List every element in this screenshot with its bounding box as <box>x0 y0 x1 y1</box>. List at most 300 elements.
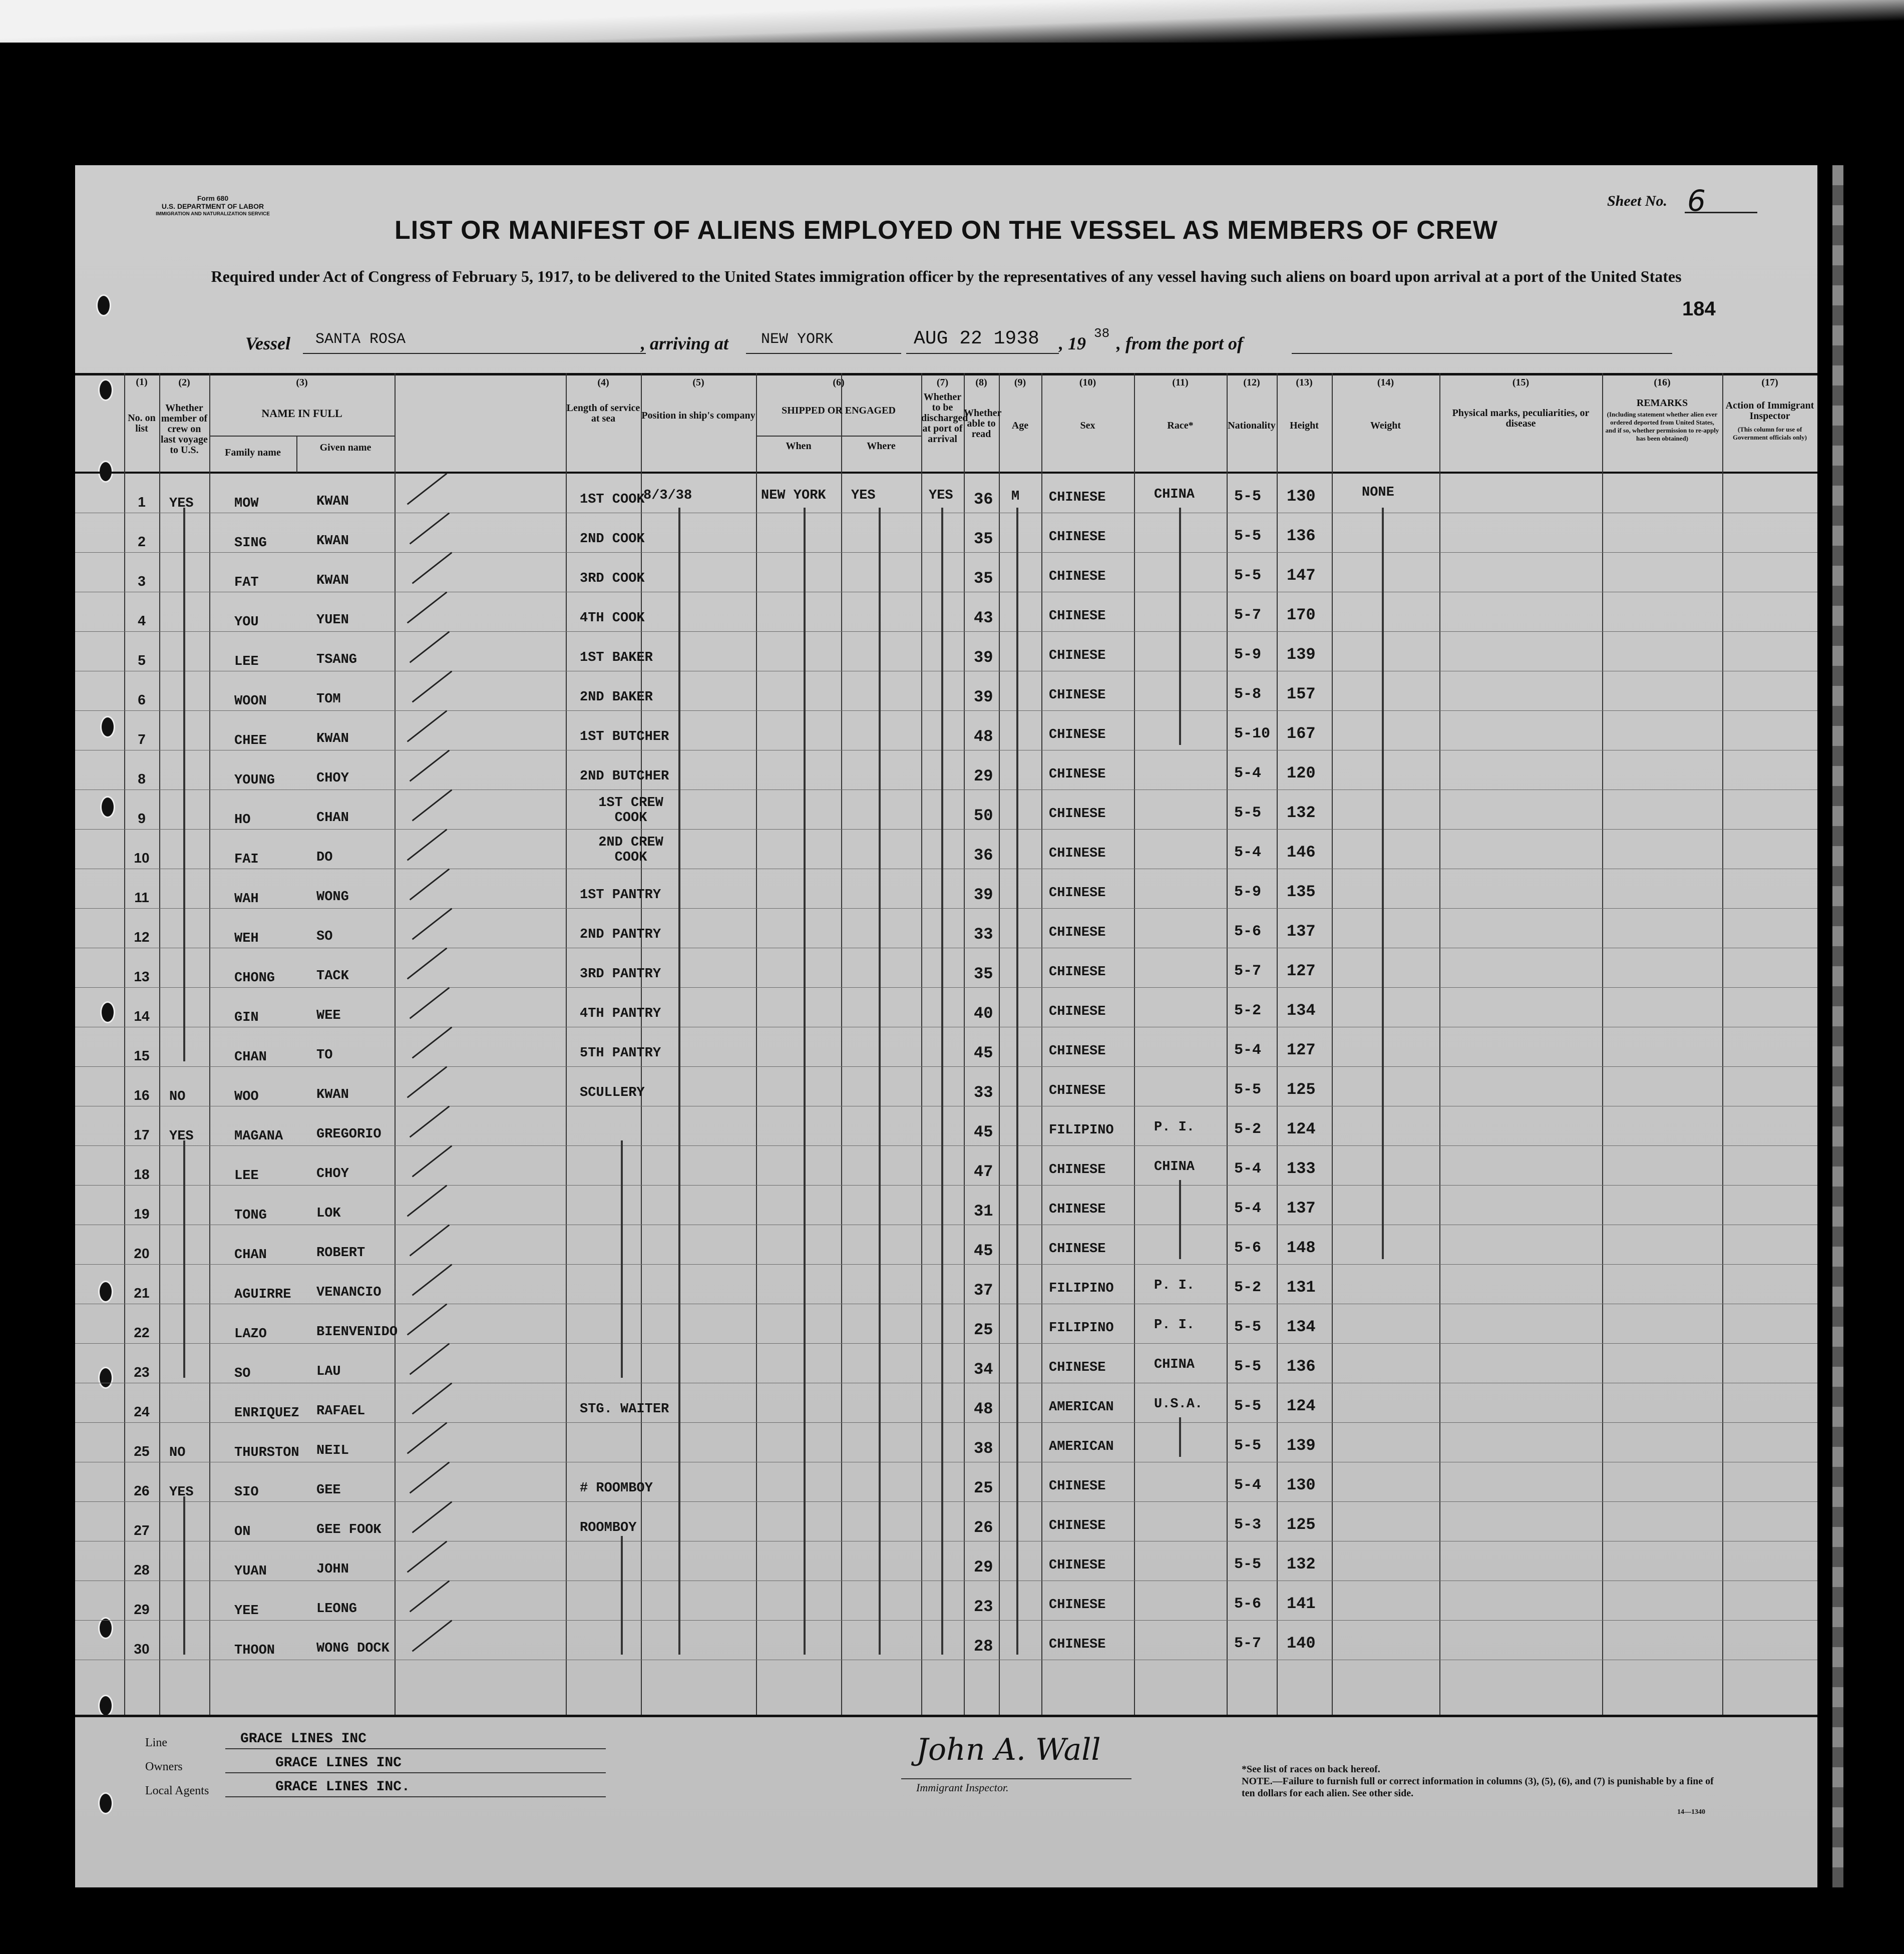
race-value: CHINESE <box>1049 1637 1106 1652</box>
weight-value: 127 <box>1287 1041 1316 1059</box>
length-of-service-mark <box>410 631 450 663</box>
position-value: 1ST CREW COOK <box>598 796 663 826</box>
age-value: 26 <box>974 1518 993 1537</box>
position-value: 1ST COOK <box>580 492 645 507</box>
col-head-nationality: Nationality <box>1228 420 1276 431</box>
row-number: 5 <box>138 652 146 668</box>
length-of-service-mark <box>407 948 448 980</box>
weight-value: 137 <box>1287 1199 1316 1218</box>
row-number: 28 <box>134 1562 150 1578</box>
given-name: SO <box>316 929 333 944</box>
row-number: 16 <box>134 1087 150 1103</box>
ditto-mark <box>804 508 806 1655</box>
height-value: 5-7 <box>1234 963 1262 980</box>
col-head-sex: Sex <box>1080 420 1095 431</box>
age-value: 45 <box>974 1242 993 1260</box>
column-divider <box>1134 373 1135 1715</box>
weight-value: 136 <box>1287 527 1316 545</box>
row-rule <box>75 1620 1817 1621</box>
position-value: 2ND BAKER <box>580 690 653 705</box>
position-value: 2ND CREW COOK <box>598 835 663 865</box>
form-code: 14—1340 <box>1677 1808 1705 1816</box>
height-value: 5-5 <box>1234 805 1262 822</box>
department-name: U.S. DEPARTMENT OF LABOR <box>161 202 264 210</box>
family-name: AGUIRRE <box>234 1287 291 1302</box>
row-number: 8 <box>138 771 146 787</box>
position-value: STG. WAITER <box>580 1402 669 1417</box>
length-of-service-mark <box>410 869 450 901</box>
height-value: 5-5 <box>1234 488 1262 505</box>
race-value: CHINESE <box>1049 1162 1106 1178</box>
row-number: 23 <box>134 1364 150 1380</box>
signature-line <box>901 1778 1131 1779</box>
column-divider <box>1602 373 1603 1715</box>
position-value: 2ND PANTRY <box>580 927 661 942</box>
given-name: LEONG <box>316 1602 357 1617</box>
given-name: WEE <box>316 1008 341 1023</box>
length-of-service-mark <box>412 1383 453 1415</box>
length-of-service-mark <box>407 829 448 861</box>
race-value: CHINESE <box>1049 1044 1106 1059</box>
family-name: ON <box>234 1524 251 1539</box>
row-number: 12 <box>134 929 150 945</box>
column-number: (14) <box>1377 377 1394 388</box>
vessel-name-line <box>303 353 646 354</box>
top-paper-edge <box>0 0 1904 43</box>
given-name: LOK <box>316 1206 341 1221</box>
family-name: THURSTON <box>234 1445 299 1460</box>
race-value: CHINESE <box>1049 688 1106 703</box>
position-value: 4TH COOK <box>580 611 645 626</box>
length-of-service-mark <box>412 1264 453 1296</box>
row-rule <box>75 1185 1817 1186</box>
weight-value: 131 <box>1287 1278 1316 1297</box>
length-of-service-mark <box>412 671 453 703</box>
col-head-weight: Weight <box>1370 420 1401 431</box>
ditto-mark <box>1179 508 1181 745</box>
owners-value: GRACE LINES INC <box>275 1755 402 1771</box>
given-name: TOM <box>316 692 341 707</box>
date-stamp: AUG 22 1938 <box>914 328 1039 349</box>
weight-value: 134 <box>1287 1001 1316 1020</box>
age-value: 39 <box>974 886 993 904</box>
weight-value: 130 <box>1287 1476 1316 1494</box>
last-voyage-value: YES <box>169 1129 194 1144</box>
height-value: 5-5 <box>1234 528 1262 545</box>
column-divider <box>841 373 842 1715</box>
age-value: 39 <box>974 648 993 667</box>
family-name: HO <box>234 813 251 828</box>
row-number: 7 <box>138 731 146 747</box>
weight-value: 132 <box>1287 1555 1316 1574</box>
manifest-sheet <box>75 165 1817 1887</box>
row-number: 30 <box>134 1641 150 1657</box>
row-number: 15 <box>134 1048 150 1063</box>
column-divider <box>209 373 210 1715</box>
row-rule <box>75 1066 1817 1067</box>
age-value: 36 <box>974 846 993 865</box>
length-of-service-mark <box>412 1027 453 1059</box>
sheet-number-label: Sheet No. <box>1607 193 1667 209</box>
column-number: (16) <box>1654 377 1671 388</box>
sheet-number-field <box>1607 184 1757 218</box>
length-of-service-mark <box>407 1541 448 1573</box>
agents-label: Local Agents <box>145 1784 209 1797</box>
age-value: 33 <box>974 1083 993 1102</box>
weight-value: 120 <box>1287 764 1316 783</box>
family-name: SO <box>234 1366 251 1381</box>
column-number: (2) <box>178 377 190 388</box>
col-head-last-voyage: Whether member of crew on last voyage to U.S. <box>161 403 208 456</box>
race-value: CHINESE <box>1049 727 1106 742</box>
col-head-remarks: REMARKS <box>1636 398 1688 409</box>
line-value: GRACE LINES INC <box>240 1731 367 1747</box>
ditto-mark <box>1179 1180 1181 1259</box>
length-of-service-mark <box>412 1620 453 1652</box>
family-name: MOW <box>234 496 259 511</box>
row-rule <box>75 1145 1817 1146</box>
given-name: DO <box>316 850 333 865</box>
col-head-race: Race* <box>1167 420 1194 431</box>
given-name: KWAN <box>316 731 349 746</box>
row-rule <box>75 710 1817 711</box>
row-number: 27 <box>134 1522 150 1538</box>
row-number: 18 <box>134 1166 150 1182</box>
shipped-when: 8/3/38 <box>643 488 692 503</box>
position-value: 1ST PANTRY <box>580 888 661 903</box>
race-value: CHINESE <box>1049 609 1106 624</box>
arriving-port: NEW YORK <box>761 331 834 348</box>
weight-value: 141 <box>1287 1595 1316 1613</box>
row-number: 6 <box>138 692 146 707</box>
column-divider <box>756 373 757 1715</box>
race-value: CHINESE <box>1049 1518 1106 1533</box>
col-head-able-to-read: Whether able to read <box>964 408 1002 440</box>
column-number: (1) <box>136 376 148 387</box>
age-value: 48 <box>974 727 993 746</box>
weight-value: 125 <box>1287 1515 1316 1534</box>
age-value: 35 <box>974 965 993 983</box>
weight-value: 139 <box>1287 1436 1316 1455</box>
height-value: 5-9 <box>1234 884 1262 901</box>
from-port-line <box>1292 353 1672 354</box>
race-value: CHINESE <box>1049 490 1106 505</box>
family-name: YOU <box>234 615 259 630</box>
given-name: KWAN <box>316 1087 349 1102</box>
col-head-height: Height <box>1290 420 1319 431</box>
height-value: 5-2 <box>1234 1002 1262 1019</box>
col-head-physical-marks: Physical marks, peculiarities, or disease <box>1452 408 1590 429</box>
age-value: 45 <box>974 1044 993 1062</box>
age-value: 37 <box>974 1281 993 1300</box>
weight-value: 146 <box>1287 843 1316 862</box>
ditto-mark <box>1382 508 1384 1259</box>
line-underline <box>225 1748 606 1749</box>
family-name: LEE <box>234 654 259 669</box>
weight-value: 148 <box>1287 1239 1316 1257</box>
bureau-name: IMMIGRATION AND NATURALIZATION SERVICE <box>156 211 270 217</box>
nationality-value: CHINA <box>1154 487 1195 502</box>
owners-label: Owners <box>145 1760 183 1773</box>
column-divider <box>964 373 965 1715</box>
ditto-mark <box>1016 508 1018 1655</box>
age-value: 29 <box>974 1558 993 1577</box>
inspector-signature: John A. Wall <box>916 1732 1101 1767</box>
row-rule <box>75 908 1817 909</box>
row-number: 14 <box>134 1008 150 1024</box>
line-label: Line <box>145 1736 167 1749</box>
row-number: 9 <box>138 811 146 826</box>
punch-hole <box>96 294 111 316</box>
nationality-value: CHINA <box>1154 1159 1195 1175</box>
length-of-service-mark <box>407 1422 448 1454</box>
length-of-service-mark <box>410 987 450 1019</box>
age-value: 35 <box>974 530 993 548</box>
race-value: CHINESE <box>1049 648 1106 663</box>
given-name: KWAN <box>316 534 349 549</box>
length-of-service-mark <box>410 1106 450 1138</box>
family-name: FAT <box>234 575 259 590</box>
table-bottom-rule <box>75 1715 1817 1717</box>
ditto-mark <box>621 1140 623 1378</box>
row-number: 3 <box>138 573 146 589</box>
year-label: , 19 <box>1059 333 1086 353</box>
length-of-service-mark <box>410 1225 450 1257</box>
weight-value: 127 <box>1287 962 1316 980</box>
name-subdivider <box>296 436 297 473</box>
given-name: YUEN <box>316 613 349 628</box>
position-value: # ROOMBOY <box>580 1481 653 1496</box>
nationality-value: CHINA <box>1154 1357 1195 1372</box>
row-rule <box>75 1343 1817 1344</box>
weight-value: 134 <box>1287 1318 1316 1336</box>
family-name: ENRIQUEZ <box>234 1406 299 1421</box>
position-value: 1ST BUTCHER <box>580 729 669 744</box>
family-name: CHONG <box>234 971 275 986</box>
height-value: 5-5 <box>1234 1398 1262 1415</box>
height-value: 5-4 <box>1234 1477 1262 1494</box>
column-number: (7) <box>936 377 949 388</box>
length-of-service-mark <box>410 1462 450 1494</box>
agents-underline <box>225 1796 606 1797</box>
weight-value: 167 <box>1287 724 1316 743</box>
family-name: WAH <box>234 892 259 907</box>
given-name: WONG <box>316 890 349 905</box>
col-head-family-name: Family name <box>225 447 281 458</box>
age-value: 33 <box>974 925 993 944</box>
family-name: WOO <box>234 1089 259 1104</box>
ditto-mark <box>941 508 943 1655</box>
row-rule <box>75 552 1817 553</box>
column-divider <box>124 373 125 1715</box>
row-rule <box>75 829 1817 830</box>
race-value: CHINESE <box>1049 1004 1106 1019</box>
weight-value: 132 <box>1287 804 1316 822</box>
ditto-mark <box>183 1496 185 1655</box>
length-of-service-mark <box>407 710 448 742</box>
shipped-subrule <box>756 436 921 437</box>
race-value: CHINESE <box>1049 846 1106 861</box>
col-head-given-name: Given name <box>319 442 371 453</box>
given-name: TSANG <box>316 652 357 667</box>
position-value: 4TH PANTRY <box>580 1006 661 1021</box>
age-value: 23 <box>974 1598 993 1616</box>
last-voyage-value: NO <box>169 1089 186 1104</box>
column-divider <box>1227 373 1228 1715</box>
col-head-name: NAME IN FULL <box>261 407 342 420</box>
penalty-note: NOTE.—Failure to furnish full or correct information in columns (3), (5), (6), and (7) is punishable by a fine of ten dollars for each alien. See other side. <box>1242 1776 1714 1799</box>
name-subrule <box>209 436 395 437</box>
height-value: 5-2 <box>1234 1279 1262 1296</box>
family-name: LEE <box>234 1168 259 1184</box>
column-divider <box>921 373 922 1715</box>
race-value: CHINESE <box>1049 1598 1106 1613</box>
given-name: CHAN <box>316 811 349 826</box>
row-number: 21 <box>134 1285 150 1301</box>
age-value: 47 <box>974 1162 993 1181</box>
position-value: 1ST BAKER <box>580 650 653 665</box>
from-port-label: , from the port of <box>1116 333 1244 353</box>
weight-value: 133 <box>1287 1159 1316 1178</box>
height-value: 5-10 <box>1234 725 1271 742</box>
height-value: 5-2 <box>1234 1121 1262 1138</box>
race-value: CHINESE <box>1049 1202 1106 1217</box>
ditto-mark <box>183 508 185 1061</box>
column-number: (17) <box>1761 377 1778 388</box>
row-number: 2 <box>138 534 146 549</box>
column-number: (12) <box>1243 377 1260 388</box>
stamp-number: 184 <box>1682 298 1716 320</box>
family-name: MAGANA <box>234 1129 283 1144</box>
manifest-footer <box>75 1727 1817 1877</box>
year-value: 38 <box>1094 326 1110 341</box>
height-value: 5-4 <box>1234 844 1262 861</box>
family-name: CHAN <box>234 1050 267 1065</box>
row-number: 26 <box>134 1483 150 1498</box>
able-to-read-value: YES <box>929 488 953 503</box>
column-number: (15) <box>1512 377 1530 388</box>
footer-notes <box>1242 1763 1722 1799</box>
race-value: CHINESE <box>1049 965 1106 980</box>
age-value: 45 <box>974 1123 993 1141</box>
vessel-name: SANTA ROSA <box>315 331 406 348</box>
film-strip-edge <box>0 0 1904 60</box>
column-number: (4) <box>597 377 609 388</box>
length-of-service-mark <box>412 552 453 584</box>
age-value: 35 <box>974 569 993 588</box>
length-of-service-mark <box>407 1304 448 1336</box>
height-value: 5-5 <box>1234 1081 1262 1098</box>
height-value: 5-7 <box>1234 607 1262 624</box>
family-name: SING <box>234 536 267 551</box>
position-value: ROOMBOY <box>580 1520 637 1535</box>
height-value: 5-4 <box>1234 1042 1262 1059</box>
column-number: (13) <box>1296 377 1313 388</box>
given-name: GREGORIO <box>316 1127 382 1142</box>
col-head-where: Where <box>867 441 896 452</box>
col-head-shipped: SHIPPED OR ENGAGED <box>782 405 896 416</box>
family-name: FAI <box>234 852 259 867</box>
given-name: GEE FOOK <box>316 1522 382 1537</box>
height-value: 5-5 <box>1234 1358 1262 1375</box>
age-value: 28 <box>974 1637 993 1656</box>
height-value: 5-4 <box>1234 1160 1262 1178</box>
col-head-length-of-service: Length of service at sea <box>566 403 640 424</box>
column-divider <box>1041 373 1042 1715</box>
height-value: 5-7 <box>1234 1635 1262 1652</box>
weight-value: 136 <box>1287 1357 1316 1376</box>
remarks-note: (Including statement whether alien ever ordered deported from United States, and if so, whether permission to re-apply has been obtained) <box>1605 411 1719 442</box>
agents-value: GRACE LINES INC. <box>275 1779 410 1795</box>
race-value: CHINESE <box>1049 925 1106 940</box>
column-number: (10) <box>1079 377 1096 388</box>
height-value: 5-4 <box>1234 765 1262 782</box>
weight-value: 147 <box>1287 566 1316 585</box>
column-number: (11) <box>1172 377 1189 388</box>
height-value: 5-6 <box>1234 1596 1262 1613</box>
length-of-service-mark <box>412 1145 453 1178</box>
row-number: 4 <box>138 613 146 628</box>
age-value: 38 <box>974 1439 993 1458</box>
sheet-number-value: 6 <box>1687 184 1706 218</box>
race-value: CHINESE <box>1049 569 1106 584</box>
length-of-service-mark <box>412 908 453 940</box>
family-name: WEH <box>234 931 259 946</box>
column-divider <box>395 373 396 1715</box>
weight-value: 135 <box>1287 883 1316 901</box>
length-of-service-mark <box>410 750 450 782</box>
race-value: CHINESE <box>1049 530 1106 545</box>
discharged-value: YES <box>851 488 876 503</box>
age-value: 39 <box>974 688 993 706</box>
age-value: 29 <box>974 767 993 786</box>
column-divider <box>1722 373 1723 1715</box>
table-top-rule <box>75 373 1817 375</box>
column-divider <box>1277 373 1278 1715</box>
weight-value: 139 <box>1287 645 1316 664</box>
family-name: THOON <box>234 1643 275 1658</box>
position-value: 2ND COOK <box>580 532 645 547</box>
form-number: Form 680 <box>197 194 229 202</box>
position-value: 2ND BUTCHER <box>580 769 669 784</box>
given-name: RAFAEL <box>316 1404 365 1419</box>
age-value: 25 <box>974 1479 993 1497</box>
ditto-mark <box>678 508 680 1655</box>
family-name: GIN <box>234 1010 259 1025</box>
race-value: CHINESE <box>1049 886 1106 901</box>
column-divider <box>999 373 1000 1715</box>
column-number: (6) <box>833 377 845 388</box>
position-value: 5TH PANTRY <box>580 1046 661 1061</box>
height-value: 5-5 <box>1234 1437 1262 1454</box>
row-rule <box>75 1422 1817 1423</box>
length-of-service-mark <box>412 790 453 822</box>
age-value: 43 <box>974 609 993 627</box>
height-value: 5-5 <box>1234 1319 1262 1336</box>
position-value: 3RD COOK <box>580 571 645 586</box>
ditto-mark <box>879 508 881 1655</box>
vessel-label: Vessel <box>245 333 290 353</box>
family-name: LAZO <box>234 1327 267 1342</box>
weight-value: 124 <box>1287 1397 1316 1415</box>
page-subtitle: Required under Act of Congress of February 5, 1917, to be delivered to the United States immigration officer by the representatives of any vessel having such aliens on board upon arrival at a port of the United States <box>211 267 1682 285</box>
given-name: ROBERT <box>316 1246 365 1261</box>
sheet-number-line <box>1685 212 1757 213</box>
ditto-mark <box>621 1536 623 1655</box>
race-value: CHINESE <box>1049 1083 1106 1098</box>
race-value: CHINESE <box>1049 1360 1106 1375</box>
weight-value: 157 <box>1287 685 1316 703</box>
